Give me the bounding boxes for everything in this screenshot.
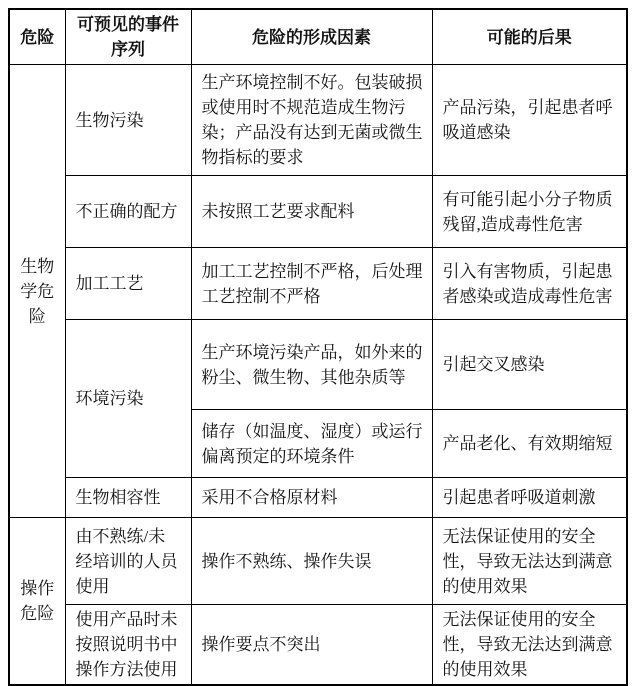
event-cell: 环境污染 xyxy=(65,320,191,478)
header-formation-factors: 危险的形成因素 xyxy=(191,9,432,65)
factor-cell: 加工工艺控制不严格，后处理工艺控制不严格 xyxy=(191,248,432,320)
consequence-cell: 引起患者呼吸道刺激 xyxy=(432,478,627,518)
table-row xyxy=(9,320,627,410)
table-row xyxy=(9,605,627,686)
hazard-category-biological: 生物学危险 xyxy=(9,65,65,518)
factor-cell: 操作不熟练、操作失误 xyxy=(191,518,432,605)
consequence-cell: 无法保证使用的安全性，导致无法达到满意的使用效果 xyxy=(432,518,627,605)
hazard-category-operation: 操作危险 xyxy=(9,518,65,686)
table-row xyxy=(9,65,627,176)
header-hazard: 危险 xyxy=(9,9,65,65)
table-row xyxy=(9,248,627,320)
table-row xyxy=(9,478,627,518)
event-cell: 加工工艺 xyxy=(65,248,191,320)
header-event-sequence: 可预见的事件序列 xyxy=(65,9,191,65)
table-row xyxy=(9,176,627,248)
consequence-cell: 产品污染，引起患者呼吸道感染 xyxy=(432,65,627,176)
event-cell: 生物污染 xyxy=(65,65,191,176)
header-possible-consequences: 可能的后果 xyxy=(432,9,627,65)
factor-cell: 储存（如温度、湿度）或运行偏离预定的环境条件 xyxy=(191,410,432,478)
risk-analysis-table xyxy=(8,8,628,686)
event-cell: 生物相容性 xyxy=(65,478,191,518)
factor-cell: 生产环境控制不好。包装破损或使用时不规范造成生物污染；产品没有达到无菌或微生物指标的要求 xyxy=(191,65,432,176)
consequence-cell: 引起交叉感染 xyxy=(432,320,627,410)
consequence-cell: 引入有害物质，引起患者感染或造成毒性危害 xyxy=(432,248,627,320)
event-cell: 不正确的配方 xyxy=(65,176,191,248)
consequence-cell: 无法保证使用的安全性，导致无法达到满意的使用效果 xyxy=(432,605,627,686)
header-row xyxy=(9,9,627,65)
event-cell: 由不熟练/未经培训的人员使用 xyxy=(65,518,191,605)
consequence-cell: 有可能引起小分子物质残留,造成毒性危害 xyxy=(432,176,627,248)
table-row xyxy=(9,518,627,605)
factor-cell: 操作要点不突出 xyxy=(191,605,432,686)
factor-cell: 未按照工艺要求配料 xyxy=(191,176,432,248)
event-cell: 使用产品时未按照说明书中操作方法使用 xyxy=(65,605,191,686)
consequence-cell: 产品老化、有效期缩短 xyxy=(432,410,627,478)
factor-cell: 生产环境污染产品，如外来的粉尘、微生物、其他杂质等 xyxy=(191,320,432,410)
factor-cell: 采用不合格原材料 xyxy=(191,478,432,518)
